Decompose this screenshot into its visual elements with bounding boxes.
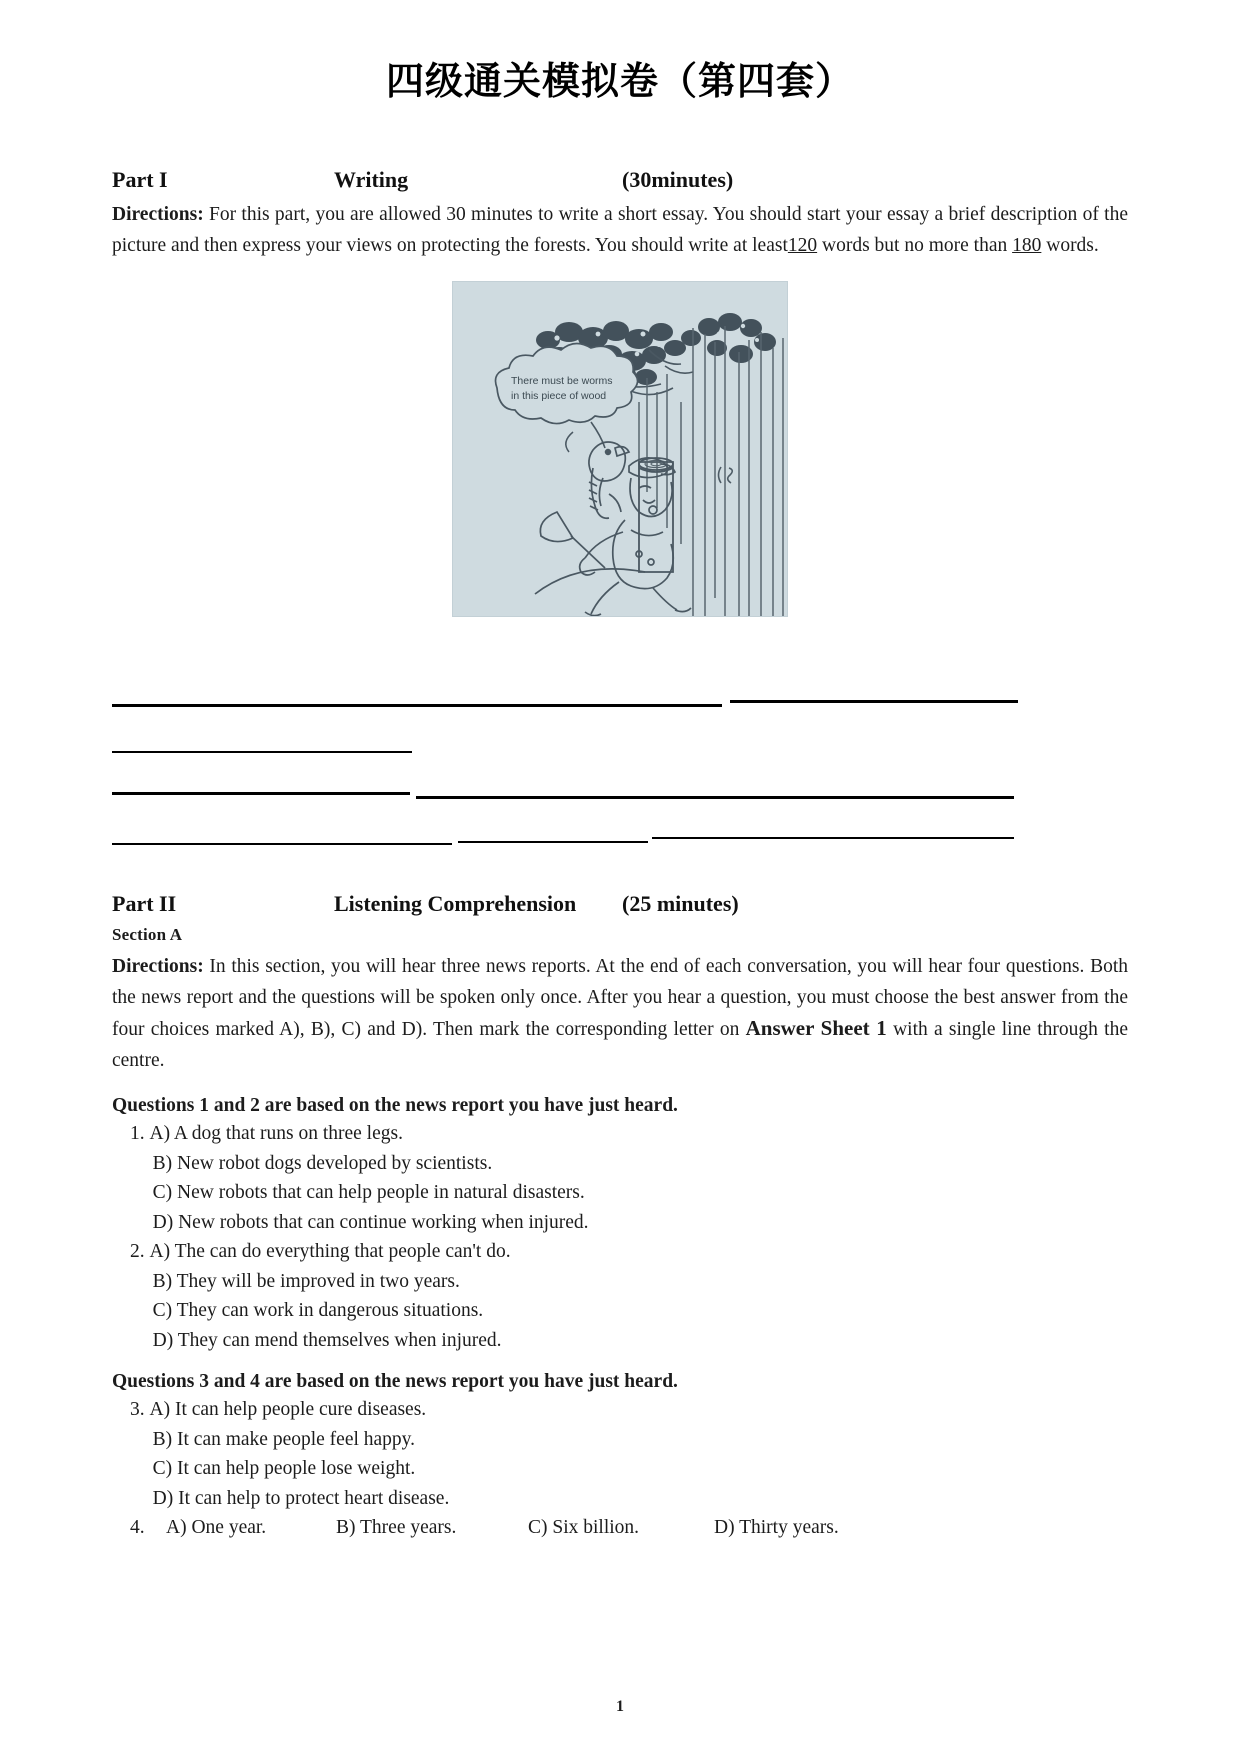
part1-min-words: 120 [787,235,818,256]
option-choice[interactable]: C) It can help people lose weight. [152,1458,416,1479]
part1-directions-lead: Directions: [112,204,204,225]
question-row[interactable] [112,1395,1128,1425]
option-indent [138,1182,153,1203]
option-choice[interactable]: B) It can make people feel happy. [152,1428,416,1450]
option-row[interactable] [112,1149,1128,1179]
page-title: 四级通关模拟卷（第四套） [385,59,854,103]
option-row[interactable] [112,1454,1128,1484]
option-choice[interactable]: C) They can work in dangerous situations. [152,1300,484,1321]
option-indent [138,1153,153,1174]
writing-line-4c [652,837,1014,839]
part1-title: Writing [334,167,409,192]
option-choice[interactable]: D) It can help to protect heart disease. [152,1487,450,1509]
speech-bubble-line-2: in this piece of wood [511,389,607,402]
option-indent [138,1300,153,1321]
option-indent [138,1429,153,1450]
option-row[interactable] [112,1296,1128,1326]
writing-line-1b [730,700,1018,703]
section-a-label: Section A [112,924,183,944]
option-row[interactable] [112,1425,1128,1455]
part2-directions-lead: Directions: [112,955,204,977]
option-row[interactable] [112,1326,1128,1356]
question-group-heading: Questions 1 and 2 are based on the news report you have just heard. [112,1095,678,1116]
figure-container [112,281,1128,617]
writing-line-row-2 [112,707,1128,753]
question-row[interactable] [112,1237,1128,1267]
part2-title: Listening Comprehension [334,890,577,916]
option-indent [138,1271,153,1292]
option-choice[interactable]: B) They will be improved in two years. [152,1270,460,1292]
writing-line-1a [112,704,722,707]
part1-directions-text-2: words but no more than [817,235,1013,256]
option-indent [138,1212,153,1233]
part2-header [112,891,1128,917]
part1-directions-text-3: words. [1041,235,1099,256]
option-choice[interactable]: D) New robots that can continue working when injured. [152,1211,589,1233]
writing-line-4a [112,843,452,845]
part1-max-words: 180 [1012,235,1042,256]
page-number: 1 [616,1698,624,1715]
option-row[interactable] [112,1267,1128,1297]
question-number: 4. [130,1517,150,1538]
option-indent [138,1330,153,1351]
writing-line-2a [112,751,412,753]
question-number: 1. [130,1123,150,1144]
option-choice[interactable]: B) Three years. [336,1517,457,1538]
option-choice[interactable]: D) Thirty years. [714,1517,839,1538]
answer-sheet-reference: Answer Sheet 1 [745,1015,887,1040]
question-group-heading: Questions 3 and 4 are based on the news report you have just heard. [112,1371,678,1392]
part2-label: Part II [112,890,177,916]
part1-time: (30minutes) [622,167,734,192]
question-row[interactable] [112,1119,1128,1149]
part1-label: Part I [112,167,168,192]
option-choice[interactable]: A) A dog that runs on three legs. [149,1123,403,1144]
option-indent [138,1488,153,1509]
part2-directions [112,951,1128,1076]
option-row[interactable] [112,1484,1128,1514]
writing-line-3b [416,796,1014,799]
writing-line-4b [458,841,648,843]
option-choice[interactable]: D) They can mend themselves when injured. [152,1329,502,1351]
part1-directions-text-1: For this part, you are allowed 30 minutes to write a short essay. You should start your essay a brief description of the picture and then express your views on protecting the forests. You should write at least [112,204,1128,256]
part2-directions-text-1: In this section, you will hear three news reports. At the end of each conversation, you will hear four questions. Both the news report and the questions will be spoken only once. After you hear a question, you must choose the best answer from the four choices marked A), B), C) and D). Then mark the corresponding letter on [112,955,1128,1040]
part1-directions [112,199,1128,261]
writing-line-row-4 [112,799,1128,845]
question-number: 3. [130,1399,150,1420]
option-choice[interactable]: A) The can do everything that people can't do. [149,1241,511,1262]
writing-line-row-1 [112,661,1128,707]
option-row[interactable] [112,1178,1128,1208]
speech-bubble-line-1: There must be worms [511,374,613,387]
option-row[interactable] [112,1208,1128,1238]
option-choice[interactable]: B) New robot dogs developed by scientists. [152,1152,493,1174]
questions-list [112,1095,1128,1543]
part2-directions-text-2: with a single line through the centre. [112,1018,1128,1071]
part1-header [112,167,1128,193]
option-choice[interactable]: A) One year. [166,1517,267,1538]
option-choice[interactable]: C) New robots that can help people in natural disasters. [152,1182,585,1203]
writing-line-row-3 [112,753,1128,799]
writing-line-3a [112,792,410,795]
question-row [112,1513,1128,1543]
option-indent [138,1458,153,1479]
option-choice[interactable]: C) Six billion. [528,1517,640,1538]
question-number: 2. [130,1241,150,1262]
writing-answer-lines [112,661,1128,845]
writing-prompt-cartoon [452,281,788,617]
option-choice[interactable]: A) It can help people cure diseases. [149,1399,427,1420]
part2-time: (25 minutes) [622,890,739,916]
